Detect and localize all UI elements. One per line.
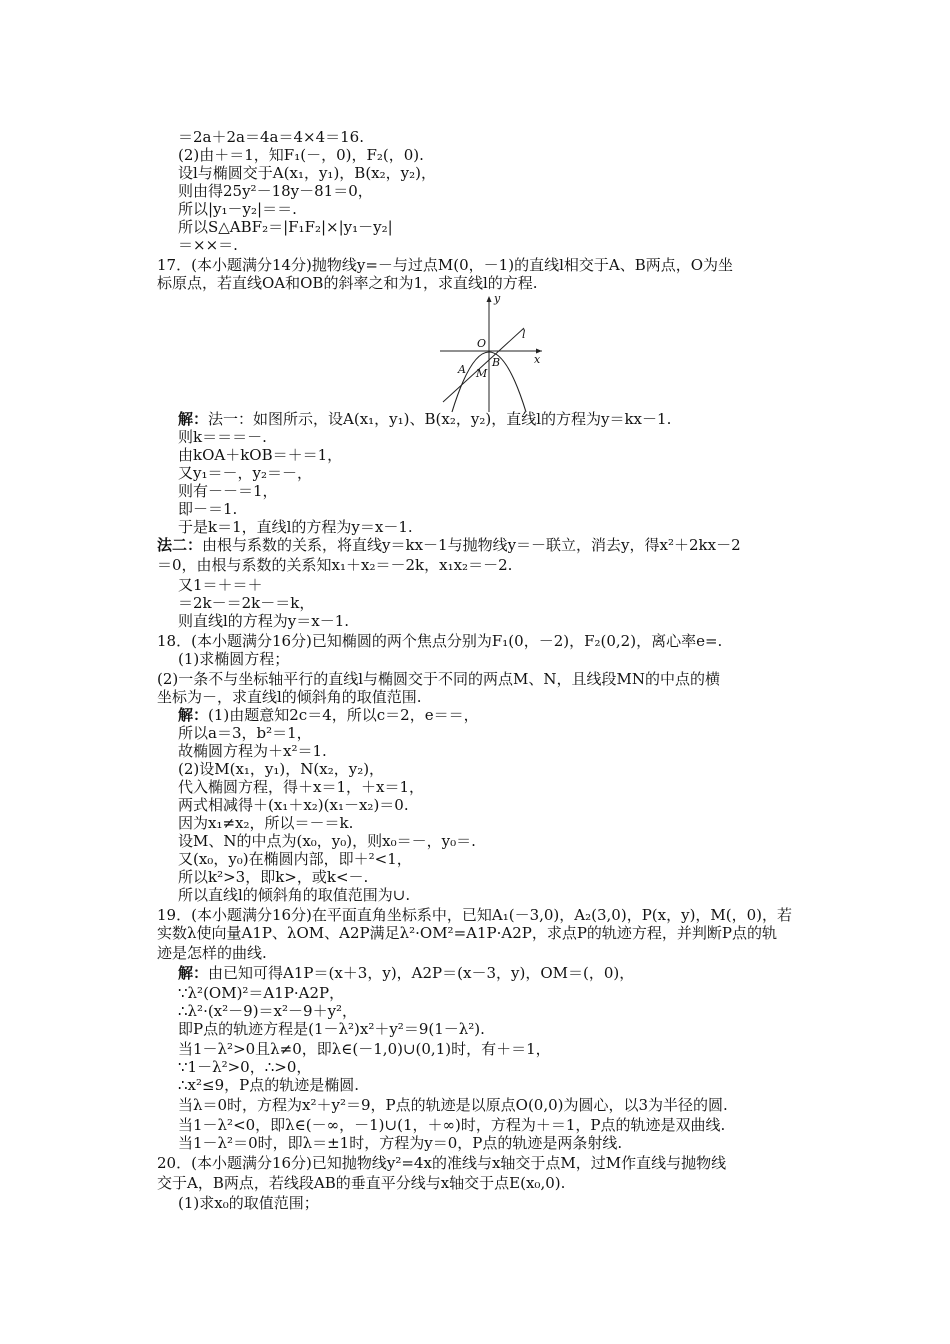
y-axis-arrow	[487, 296, 492, 302]
label-o: O	[477, 337, 487, 350]
text-line: 即－＝1.	[178, 500, 238, 518]
text-line: 所以k²>3，即k>，或k<－.	[178, 868, 369, 886]
text-line: (1)求x₀的取值范围；	[178, 1194, 319, 1212]
label-l: l	[522, 328, 526, 341]
label-x: x	[534, 353, 541, 366]
text-line: 解：由已知可得A1P＝(x＋3，y)，A2P＝(x－3，y)，OM＝(，0)，	[178, 964, 635, 982]
text-line: 标原点，若直线OA和OB的斜率之和为1，求直线l的方程.	[157, 274, 538, 292]
text-line: 当1－λ²>0且λ≠0，即λ∈(－1,0)∪(0,1)时，有＋＝1，	[178, 1040, 551, 1058]
text-line: (2)设M(x₁，y₁)，N(x₂，y₂)，	[178, 760, 385, 778]
label-m: M	[476, 367, 488, 380]
text-line: ∴λ²·(x²－9)＝x²－9＋y²，	[178, 1002, 358, 1020]
text-line: 实数λ使向量A1P、λOM、A2P满足λ²·OM²=A1P·A2P，求点P的轨迹方程，并判断P点的轨	[157, 924, 778, 942]
text-line: 当λ＝0时，方程为x²＋y²＝9，P点的轨迹是以原点O(0,0)为圆心，以3为半径的圆.	[178, 1096, 728, 1114]
text-line: ∵λ²(OM)²＝A1P·A2P，	[178, 984, 345, 1002]
text-line: 又1＝＋＝＋	[178, 576, 263, 594]
text-line: 19．(本小题满分16分)在平面直角坐标系中，已知A₁(－3,0)，A₂(3,0)，P(x，y)，M(，0)，若	[157, 906, 793, 924]
text-line: ∵1－λ²>0，∴>0，	[178, 1058, 312, 1076]
label-y: y	[494, 292, 501, 305]
text-line: (2)一条不与坐标轴平行的直线l与椭圆交于不同的两点M、N，且线段MN的中点的横	[157, 670, 721, 688]
text-line: 则有－－＝1，	[178, 482, 278, 500]
text-line: 两式相减得＋(x₁＋x₂)(x₁－x₂)＝0.	[178, 796, 409, 814]
text-line: 交于A，B两点，若线段AB的垂直平分线与x轴交于点E(x₀,0).	[157, 1174, 566, 1192]
text-line: 当1－λ²＝0时，即λ＝±1时，方程为y＝0，P点的轨迹是两条射线.	[178, 1134, 623, 1152]
text-line: 法二：由根与系数的关系，将直线y＝kx－1与抛物线y＝－联立，消去y，得x²＋2kx－2	[157, 536, 741, 554]
text-line: (1)求椭圆方程；	[178, 650, 290, 668]
text-line: 代入椭圆方程，得＋x＝1，＋x＝1，	[178, 778, 425, 796]
text-line: 所以|y₁－y₂|＝＝.	[178, 200, 297, 218]
text-line: ＝2k－＝2k－＝k，	[178, 594, 315, 612]
text-line: 又(x₀，y₀)在椭圆内部，即＋²<1，	[178, 850, 412, 868]
text-line: 所以直线l的倾斜角的取值范围为∪.	[178, 886, 411, 904]
text-line: 坐标为－，求直线l的倾斜角的取值范围.	[157, 688, 422, 706]
text-line: 即P点的轨迹方程是(1－λ²)x²＋y²＝9(1－λ²).	[178, 1020, 485, 1038]
text-line: ＝2a＋2a＝4a＝4×4＝16.	[178, 128, 364, 146]
text-line: 又y₁＝－，y₂＝－，	[178, 464, 312, 482]
text-line: ＝××＝.	[178, 236, 238, 254]
text-line: 则直线l的方程为y＝x－1.	[178, 612, 350, 630]
label-a: A	[458, 363, 466, 376]
text-line: 则k＝＝＝－.	[178, 428, 267, 446]
text-line: ＝0，由根与系数的关系知x₁＋x₂＝－2k，x₁x₂＝－2.	[157, 556, 513, 574]
text-line: 设M、N的中点为(x₀，y₀)，则x₀＝－，y₀＝.	[178, 832, 476, 850]
text-line: 故椭圆方程为＋x²＝1.	[178, 742, 327, 760]
text-line: 解：(1)由题意知2c＝4，所以c＝2，e＝＝，	[178, 706, 479, 724]
label-b: B	[492, 356, 501, 369]
text-line: 于是k＝1，直线l的方程为y＝x－1.	[178, 518, 413, 536]
text-line: 20．(本小题满分16分)已知抛物线y²=4x的准线与x轴交于点M，过M作直线与抛物线	[157, 1154, 727, 1172]
text-line: 则由得25y²－18y－81＝0，	[178, 182, 373, 200]
parabola-line-figure	[438, 292, 546, 414]
text-line: 当1－λ²<0，即λ∈(－∞，－1)∪(1，＋∞)时，方程为＋＝1，P点的轨迹是双曲线.	[178, 1116, 726, 1134]
text-line: (2)由＋＝1，知F₁(－，0)，F₂(，0).	[178, 146, 424, 164]
text-line: 迹是怎样的曲线.	[157, 944, 267, 962]
text-line: 因为x₁≠x₂，所以＝－＝k.	[178, 814, 354, 832]
text-line: 17．(本小题满分14分)抛物线y=－与过点M(0，－1)的直线l相交于A、B两点，O为坐	[157, 256, 734, 274]
text-line: 设l与椭圆交于A(x₁，y₁)，B(x₂，y₂)，	[178, 164, 436, 182]
text-line: ∴x²≤9，P点的轨迹是椭圆.	[178, 1076, 359, 1094]
text-line: 所以S△ABF₂＝|F₁F₂|×|y₁－y₂|	[178, 218, 393, 236]
text-line: 由kOA＋kOB＝＋＝1，	[178, 446, 343, 464]
text-line: 18．(本小题满分16分)已知椭圆的两个焦点分别为F₁(0，－2)，F₂(0,2)，离心率e=.	[157, 632, 723, 650]
text-line: 所以a＝3，b²＝1，	[178, 724, 312, 742]
text-line: 解：法一：如图所示，设A(x₁，y₁)、B(x₂，y₂)，直线l的方程为y＝kx－1.	[178, 410, 672, 428]
